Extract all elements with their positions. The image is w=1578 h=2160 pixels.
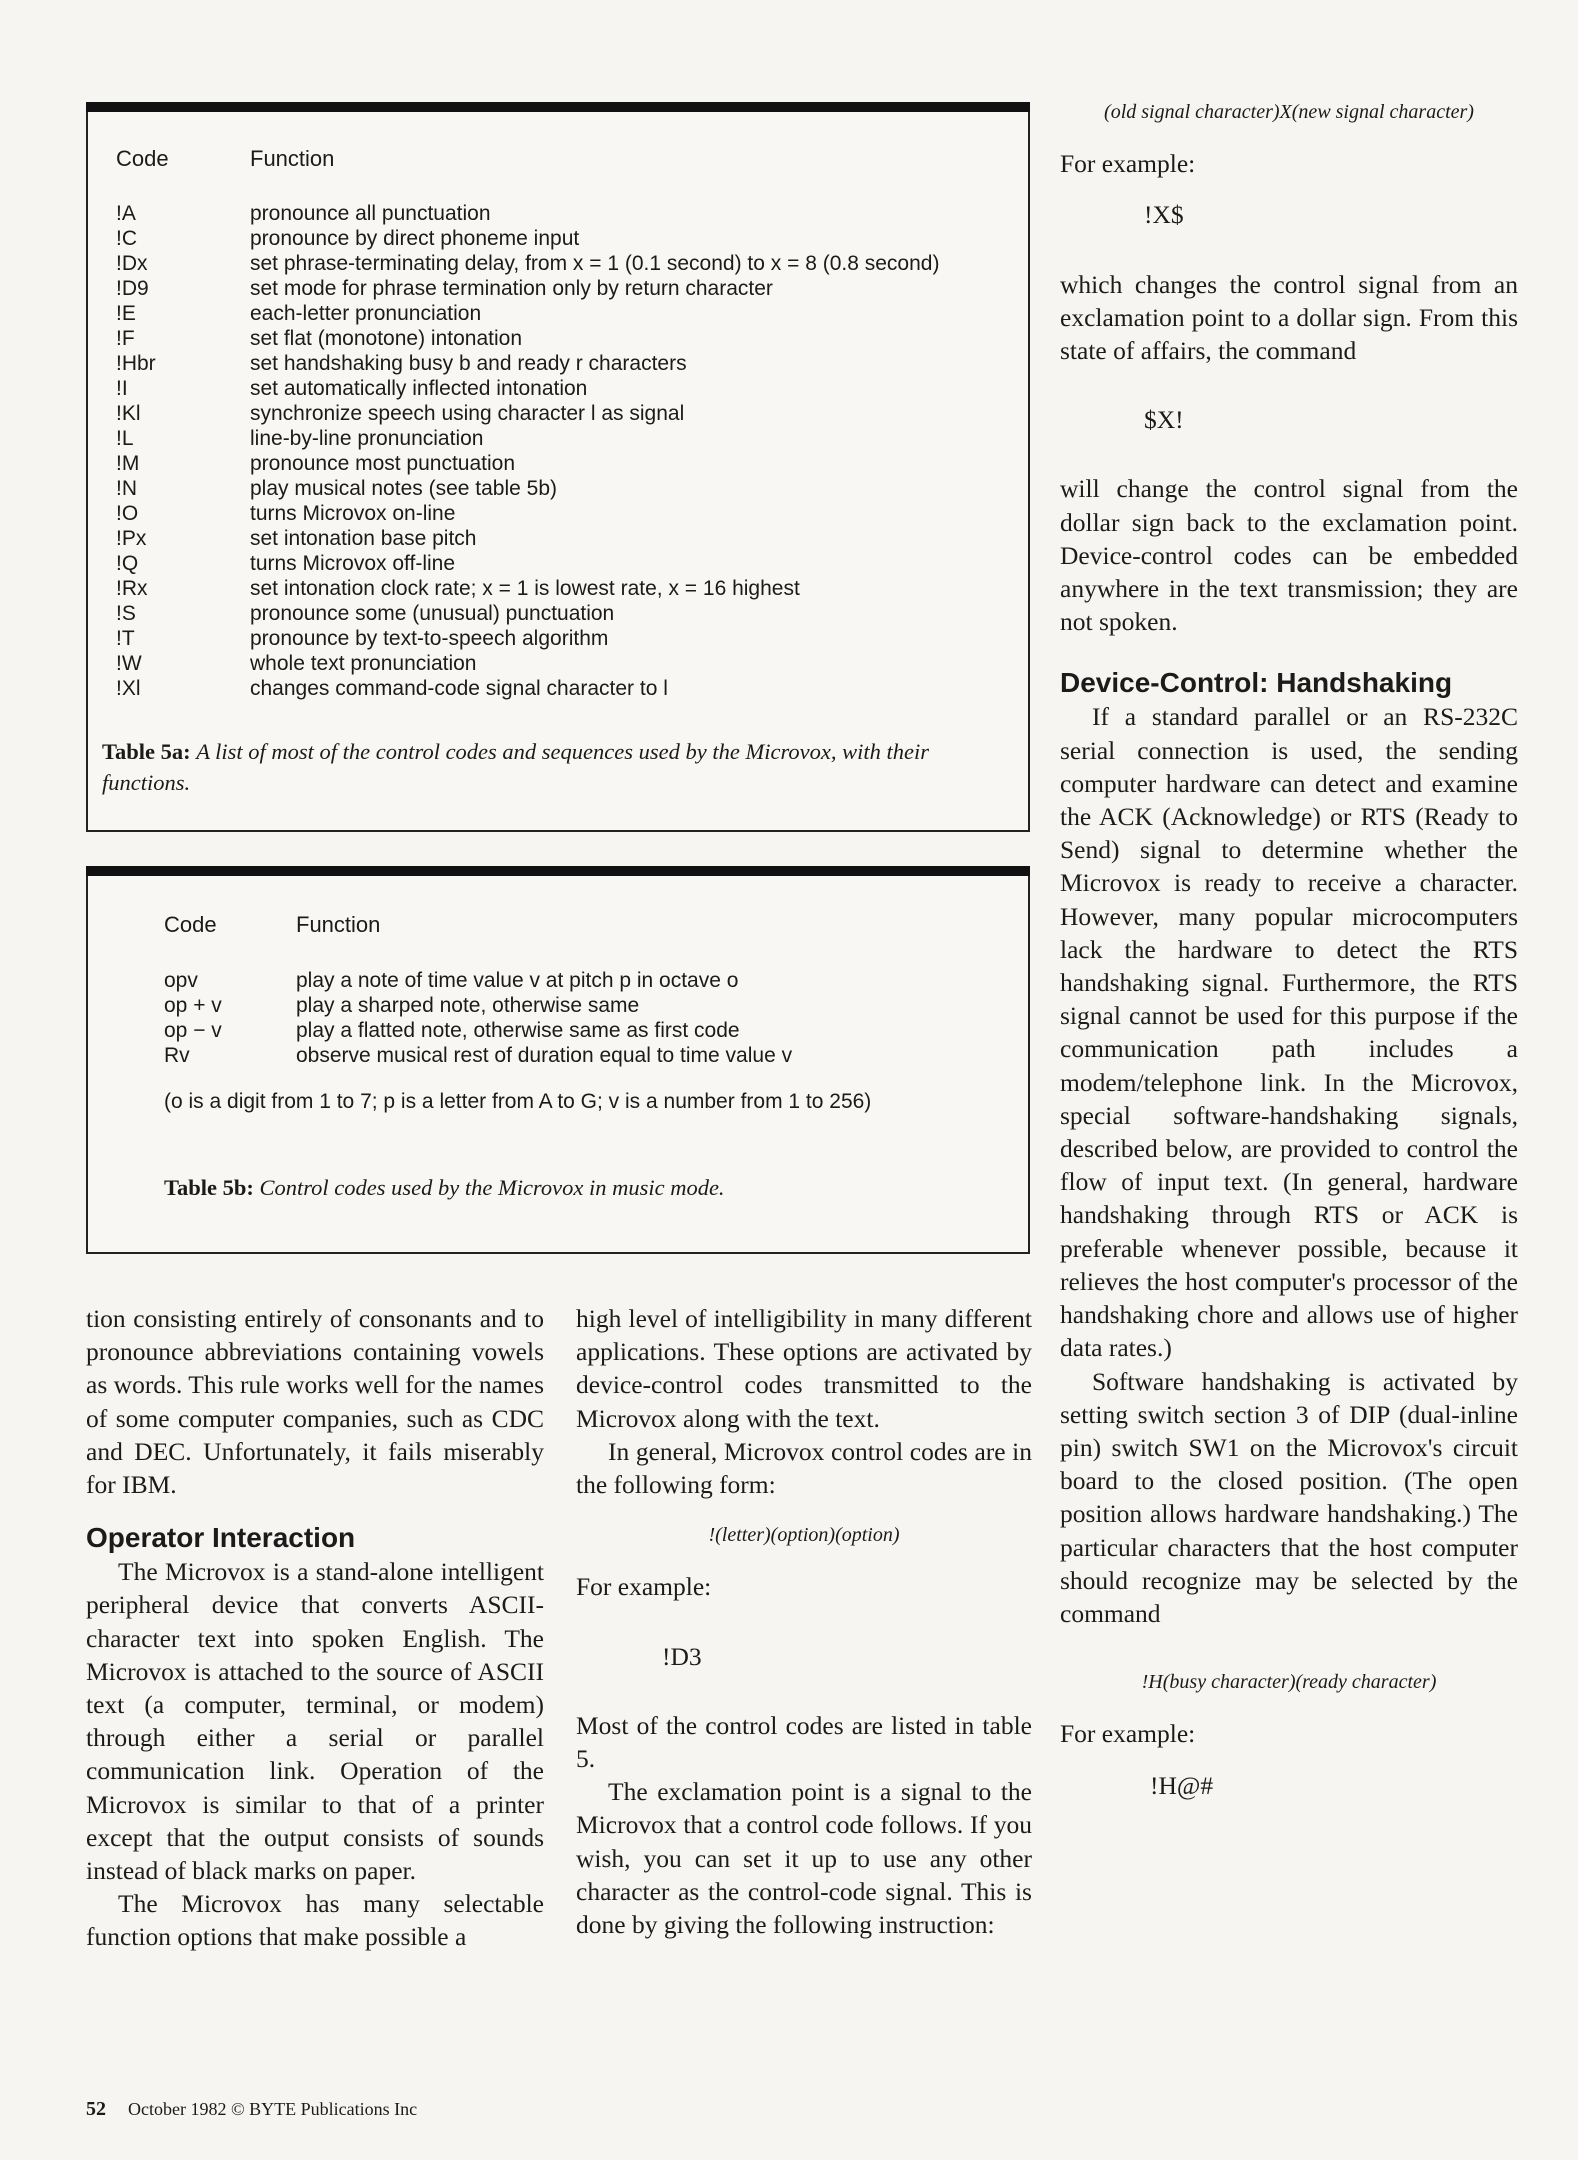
section-heading: Device-Control: Handshaking — [1060, 667, 1453, 699]
table-5b-rows — [164, 968, 792, 1068]
code-cell: !Hbr — [116, 352, 156, 375]
function-cell: set intonation base pitch — [250, 527, 477, 550]
function-cell: play a sharped note, otherwise same — [296, 994, 640, 1017]
code-cell: !Rx — [116, 577, 148, 600]
table-row — [116, 626, 939, 651]
code-cell: !E — [116, 302, 136, 325]
table-row — [116, 501, 939, 526]
code-form: (old signal character)X(new signal character) — [1104, 101, 1474, 123]
code-cell: !Dx — [116, 252, 148, 275]
code-cell: !N — [116, 477, 137, 500]
paragraph: The exclamation point is a signal to the Microvox that a control code follows. If you wish, you can set it up to use any other character as the control-code signal. This is done by giving the following instruction: — [576, 1777, 1032, 1940]
table-5a — [86, 102, 1030, 832]
code-cell: op + v — [164, 994, 222, 1017]
function-header: Function — [250, 146, 335, 171]
code-example: $X! — [1144, 405, 1184, 435]
function-cell: pronounce all punctuation — [250, 202, 491, 225]
table-5a-rows — [116, 201, 939, 701]
function-cell: set intonation clock rate; x = 1 is lowest rate, x = 16 highest — [250, 577, 800, 600]
table-top-rule — [86, 866, 1030, 876]
code-form: !H(busy character)(ready character) — [1141, 1671, 1437, 1694]
code-cell: op − v — [164, 1019, 222, 1042]
page-footer — [86, 2098, 417, 2121]
section-heading: Operator Interaction — [86, 1522, 356, 1554]
table-row — [116, 426, 939, 451]
table-row — [164, 1018, 792, 1043]
function-cell: set handshaking busy b and ready r characters — [250, 352, 687, 375]
function-cell: pronounce by direct phoneme input — [250, 227, 580, 250]
code-header: Code — [164, 912, 217, 937]
table-row — [116, 276, 939, 301]
table-row — [116, 376, 939, 401]
code-example: !D3 — [662, 1641, 702, 1671]
function-cell: observe musical rest of duration equal to time value v — [296, 1044, 793, 1067]
table-row — [116, 251, 939, 276]
table-row — [116, 326, 939, 351]
code-cell: !F — [116, 327, 135, 350]
function-cell: play a flatted note, otherwise same as first code — [296, 1019, 740, 1042]
function-cell: set flat (monotone) intonation — [250, 327, 522, 350]
table-row — [164, 968, 792, 993]
function-cell: set automatically inflected intonation — [250, 377, 588, 400]
function-cell: line-by-line pronunciation — [250, 427, 484, 450]
code-example: !H@# — [1150, 1770, 1214, 1800]
code-cell: opv — [164, 969, 198, 992]
table-top-rule — [86, 102, 1030, 112]
function-cell: changes command-code signal character to l — [250, 677, 668, 700]
table-row — [116, 226, 939, 251]
function-cell: turns Microvox off-line — [250, 552, 456, 575]
code-cell: !C — [116, 227, 137, 250]
caption-label: Table 5b: — [164, 1175, 254, 1200]
page-number: 52 — [86, 2098, 106, 2120]
code-cell: !Xl — [116, 677, 141, 700]
code-cell: !M — [116, 452, 140, 475]
function-cell: pronounce most punctuation — [250, 452, 516, 475]
paragraph: high level of intelligibility in many different applications. These options are activated by device-control codes transmitted to the Microvox along with the text. — [576, 1304, 1032, 1433]
column-2 — [576, 1302, 1032, 1941]
paragraph: For example: — [576, 1572, 712, 1602]
caption-text: A list of most of the control codes and sequences used by the Microvox, with their functions. — [102, 739, 929, 795]
code-cell: Rv — [164, 1044, 190, 1067]
code-cell: !S — [116, 602, 136, 625]
table-5b-caption — [164, 1172, 1004, 1203]
table-5b — [86, 866, 1030, 1254]
table-5a-caption — [102, 736, 1014, 798]
code-cell: !Q — [116, 552, 139, 575]
paragraph: which changes the control signal from an exclamation point to a dollar sign. From this state of affairs, the command — [1060, 269, 1518, 366]
caption-text: Control codes used by the Microvox in music mode. — [259, 1175, 725, 1200]
function-header: Function — [296, 912, 381, 937]
code-cell: !I — [116, 377, 128, 400]
function-cell: set mode for phrase termination only by return character — [250, 277, 773, 300]
code-example: !X$ — [1144, 200, 1184, 230]
paragraph: will change the control signal from the dollar sign back to the exclamation point. Device-control codes can be embedded anywhere in the text transmission; they are not spoken. — [1060, 474, 1518, 637]
table-row — [116, 651, 939, 676]
table-row — [116, 526, 939, 551]
function-cell: pronounce some (unusual) punctuation — [250, 602, 615, 625]
paragraph: Software handshaking is activated by setting switch section 3 of DIP (dual-inline pin) switch SW1 on the Microvox's circuit board to the closed position. (The open position allows hardware handshaking.) The particular characters that the host computer should recognize may be selected by the command — [1060, 1366, 1518, 1628]
code-cell: !Px — [116, 527, 147, 550]
code-form: !(letter)(option)(option) — [708, 1524, 900, 1547]
table-row — [116, 576, 939, 601]
paragraph: Most of the control codes are listed in table 5. — [576, 1710, 1032, 1774]
table-row — [164, 1043, 792, 1068]
function-cell: pronounce by text-to-speech algorithm — [250, 627, 609, 650]
code-header: Code — [116, 146, 169, 171]
function-cell: play a note of time value v at pitch p in octave o — [296, 969, 739, 992]
table-row — [116, 476, 939, 501]
function-cell: synchronize speech using character l as signal — [250, 402, 685, 425]
code-cell: !A — [116, 202, 136, 225]
table-row — [116, 551, 939, 576]
table-row — [164, 993, 792, 1018]
paragraph: If a standard parallel or an RS-232C serial connection is used, the sending computer hardware can detect and examine the ACK (Acknowledge) or RTS (Ready to Send) signal to determine whether the Microvox is ready to receive a character. However, many popular microcomputers lack the hardware to detect the RTS handshaking signal. Furthermore, the RTS signal cannot be used for this purpose if the communication path includes a modem/telephone link. In the Microvox, special software-handshaking signals, described below, are provided to control the flow of input text. (In general, hardware handshaking through RTS or ACK is preferable whenever possible, because it relieves the host computer's processor of the handshaking chore and allows use of higher data rates.) — [1060, 702, 1518, 1363]
table-row — [116, 676, 939, 701]
table-row — [116, 601, 939, 626]
function-cell: turns Microvox on-line — [250, 502, 456, 525]
function-cell: play musical notes (see table 5b) — [250, 477, 557, 500]
code-cell: !Kl — [116, 402, 141, 425]
paragraph: In general, Microvox control codes are in the following form: — [576, 1436, 1032, 1500]
column-1 — [86, 1302, 544, 1954]
paragraph: For example: — [1060, 149, 1196, 179]
paragraph: The Microvox has many selectable function options that make possible a — [86, 1889, 544, 1952]
function-cell: each-letter pronunciation — [250, 302, 482, 325]
caption-label: Table 5a: — [102, 739, 191, 764]
function-cell: whole text pronunciation — [250, 652, 477, 675]
table-row — [116, 401, 939, 426]
code-cell: !L — [116, 427, 134, 450]
paragraph: tion consisting entirely of consonants and to pronounce abbreviations containing vowels as words. This rule works well for the names of some computer companies, such as CDC and DEC. Unfortunately, it fails miserably for IBM. — [86, 1304, 544, 1500]
code-cell: !O — [116, 502, 139, 525]
function-cell: set phrase-terminating delay, from x = 1 (0.1 second) to x = 8 (0.8 second) — [250, 252, 940, 275]
code-cell: !T — [116, 627, 135, 650]
paragraph: For example: — [1060, 1719, 1196, 1749]
table-row — [116, 451, 939, 476]
table-row — [116, 201, 939, 226]
table-row — [116, 351, 939, 376]
code-cell: !D9 — [116, 277, 149, 300]
table-row — [116, 301, 939, 326]
footer-text: October 1982 © BYTE Publications Inc — [128, 2099, 418, 2119]
table-5b-note: (o is a digit from 1 to 7; p is a letter from A to G; v is a number from 1 to 256) — [164, 1090, 872, 1113]
code-cell: !W — [116, 652, 142, 675]
column-3 — [1060, 96, 1518, 1802]
paragraph: The Microvox is a stand-alone intelligent peripheral device that converts ASCII-character text into spoken English. The Microvox is attached to the source of ASCII text (a computer, terminal, or modem) through either a serial or parallel communication link. Operation of the Microvox is similar to that of a printer except that the output consists of sounds instead of black marks on paper. — [86, 1557, 544, 1886]
